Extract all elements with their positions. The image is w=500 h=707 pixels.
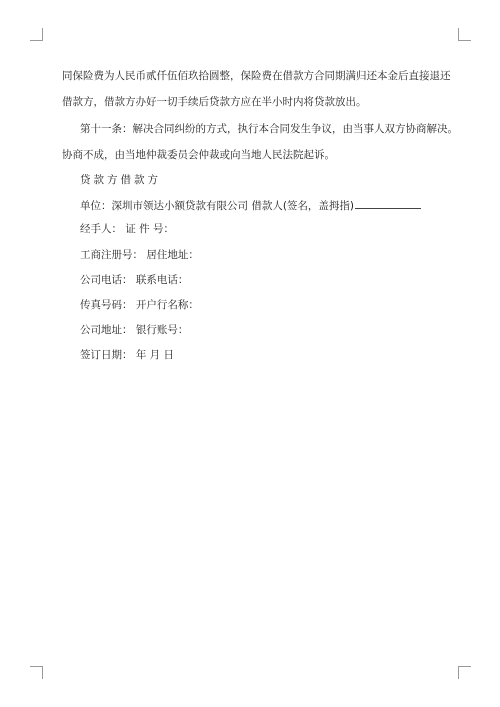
clause-tail-line-1: 同保险费为人民币贰仟伍佰玖拾圆整，保险费在借款方合同期满归还本金后直接退还 xyxy=(62,70,451,82)
clause-tail-line-2: 借款方，借款方办好一切手续后贷款方应在半小时内将贷款放出。 xyxy=(62,96,367,108)
registration-line: 工商注册号： 居住地址： xyxy=(80,249,199,261)
unit-line xyxy=(80,198,421,213)
crop-mark-bottom-right xyxy=(458,666,471,679)
handler-line: 经手人： 证 件 号： xyxy=(80,223,175,235)
company-phone-line: 公司电话： 联系电话： xyxy=(80,274,189,286)
sign-date-line: 签订日期： 年 月 日 xyxy=(80,349,175,361)
article-11-line-1: 第十一条：解决合同纠纷的方式，执行本合同发生争议，由当事人双方协商解决。 xyxy=(80,123,458,135)
crop-mark-top-left xyxy=(30,28,43,41)
fax-line: 传真号码： 开户行名称： xyxy=(80,299,199,311)
signature-blank xyxy=(355,198,421,209)
crop-mark-top-right xyxy=(458,28,471,41)
company-address-line: 公司地址： 银行账号： xyxy=(80,324,189,336)
article-11-line-2: 协商不成，由当地仲裁委员会仲裁或向当地人民法院起诉。 xyxy=(62,149,335,161)
parties-heading: 贷款方借款方 xyxy=(80,174,161,186)
unit-line-text: 单位：深圳市领达小额贷款有限公司 借款人(签名，盖拇指) xyxy=(80,200,355,212)
crop-mark-bottom-left xyxy=(30,666,43,679)
